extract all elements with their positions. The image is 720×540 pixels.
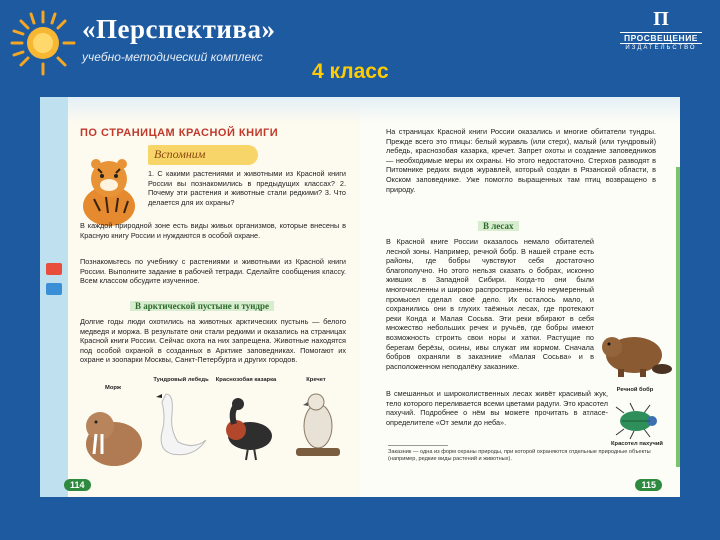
beetle-icon xyxy=(614,401,660,441)
tiger-toy-icon xyxy=(74,151,144,231)
grade-label: 4 класс xyxy=(312,60,389,83)
snow-banner xyxy=(360,97,680,123)
beaver-caption: Речной бобр xyxy=(616,387,654,393)
arctic-subheading: В арктической пустыне и тундре xyxy=(130,301,274,311)
beaver-paragraph: В Красной книге России оказалось немало обитателей лесной зоны. Например, речной бобр. В нашей стране есть районы, где бобры чувствуют себя достаточно благополучно. Но этого нельзя сказать о бобрах, исконно живших в Западной Сибири. Когда-то они были многочисленны и широко распространены. Но неумеренный промысел сделал своё дело. Их осталось мало, и сохранились они в глухих таёжных лесах, где протекают реки Конда и Малая Сосьва. Эти реки вбирают в себя множество небольших речек и ручьёв, где бобры имеют возможность строить свои норы и хатки. Растущие по берегам берёзы, осины, ивы служат им кормом. Сначала бобров охраняли в заказнике «Малая Сосьва» и в расположенном неподалёку заказнике. xyxy=(386,237,594,371)
remember-banner xyxy=(148,145,258,165)
task-paragraph: Познакомьтесь по учебнику с растениями и животными из Красной книги России. Выполните задание в рабочей тетради. Сделайте сообщения классу. Всем классом обсудите изученное. xyxy=(80,257,346,286)
animal-label: Краснозобая казарка xyxy=(215,377,277,383)
left-page xyxy=(40,97,361,497)
beetle-paragraph: В смешанных и широколиственных лесах живёт красивый жук, тело которого переливается всеми цветами радуги. Это красотел пахучий. Подробнее о нём вы можете прочитать в атласе-определителе «От земли до неба». xyxy=(386,389,608,427)
swan-icon xyxy=(152,384,210,464)
header xyxy=(0,0,720,100)
gyrfalcon xyxy=(286,377,346,469)
textbook-spread xyxy=(40,97,680,497)
page-edge xyxy=(676,167,680,467)
red-breasted-goose xyxy=(214,377,278,469)
publisher-sub: ИЗДАТЕЛЬСТВО xyxy=(625,45,697,51)
tundra-swan xyxy=(152,377,210,469)
walrus xyxy=(80,385,146,477)
falcon-icon xyxy=(286,384,346,464)
walrus-icon xyxy=(80,392,146,472)
forest-subheading: В лесах xyxy=(478,221,519,231)
snow-banner xyxy=(40,97,360,123)
remember-label: Вспомним xyxy=(154,147,206,161)
goose-icon xyxy=(214,384,278,464)
animal-label: Морж xyxy=(105,385,121,391)
animal-label: Кречет xyxy=(306,377,326,383)
beetle-caption: Красотел пахучий xyxy=(610,441,664,447)
left-color-strip xyxy=(40,97,68,497)
right-page xyxy=(360,97,680,497)
intro-paragraph: В каждой природной зоне есть виды живых организмов, которые внесены в Красную книгу России и нуждаются в особой охране. xyxy=(80,221,346,240)
page-number-right: 115 xyxy=(635,479,662,491)
publisher-logo xyxy=(620,8,702,58)
review-questions: 1. С какими растениями и животными из Красной книги России вы познакомились в предыдущих классах? 2. Почему эти растения и животные стали редкими? 3. Что делается для их охраны? xyxy=(148,169,346,207)
beaver-icon xyxy=(598,325,672,385)
animal-illustrations xyxy=(80,377,352,479)
workbook-icon xyxy=(46,283,62,295)
publisher-mark: П xyxy=(653,8,669,30)
footnote: Заказник — одна из форм охраны природы, при которой охраняются отдельные природные объекты (например, редкие виды растений и животных). xyxy=(388,449,651,462)
arctic-paragraph: Долгие годы люди охотились на животных арктических пустынь — белого медведя и моржа. В результате они стали редкими и оказались на страницах Красной книги России. Сейчас охота на них запрещена. Животные находятся под особой охраной в созданных в Арктике заповедниках. Помогают их охране и зоопарки Москвы, Санкт-Петербурга и других городов. xyxy=(80,317,346,365)
brand-subtitle: учебно-методический комплекс xyxy=(82,50,263,64)
footnote-divider xyxy=(388,445,448,446)
sun-logo-icon xyxy=(8,8,78,78)
book-icon xyxy=(46,263,62,275)
page-heading: ПО СТРАНИЦАМ КРАСНОЙ КНИГИ xyxy=(80,127,279,139)
page-number-left: 114 xyxy=(64,479,91,491)
publisher-name: ПРОСВЕЩЕНИЕ xyxy=(620,32,702,44)
brand-title: «Перспектива» xyxy=(82,14,276,44)
tundra-paragraph: На страницах Красной книги России оказались и многие обитатели тундры. Прежде всего это птицы: белый журавль (или стерх), малый (или тундровый) лебедь, краснозобая казарка, кречет. Запрет охоты и создание заповедников — необходимые меры их охраны. Но этого недостаточно. Стерхов разводят в Питомнике редких видов журавлей, который создан в Рязанской области, в Окском заповеднике. Уже помогло выращенных там птиц возвращено в природу. xyxy=(386,127,656,194)
animal-label: Тундровый лебедь xyxy=(153,377,209,383)
